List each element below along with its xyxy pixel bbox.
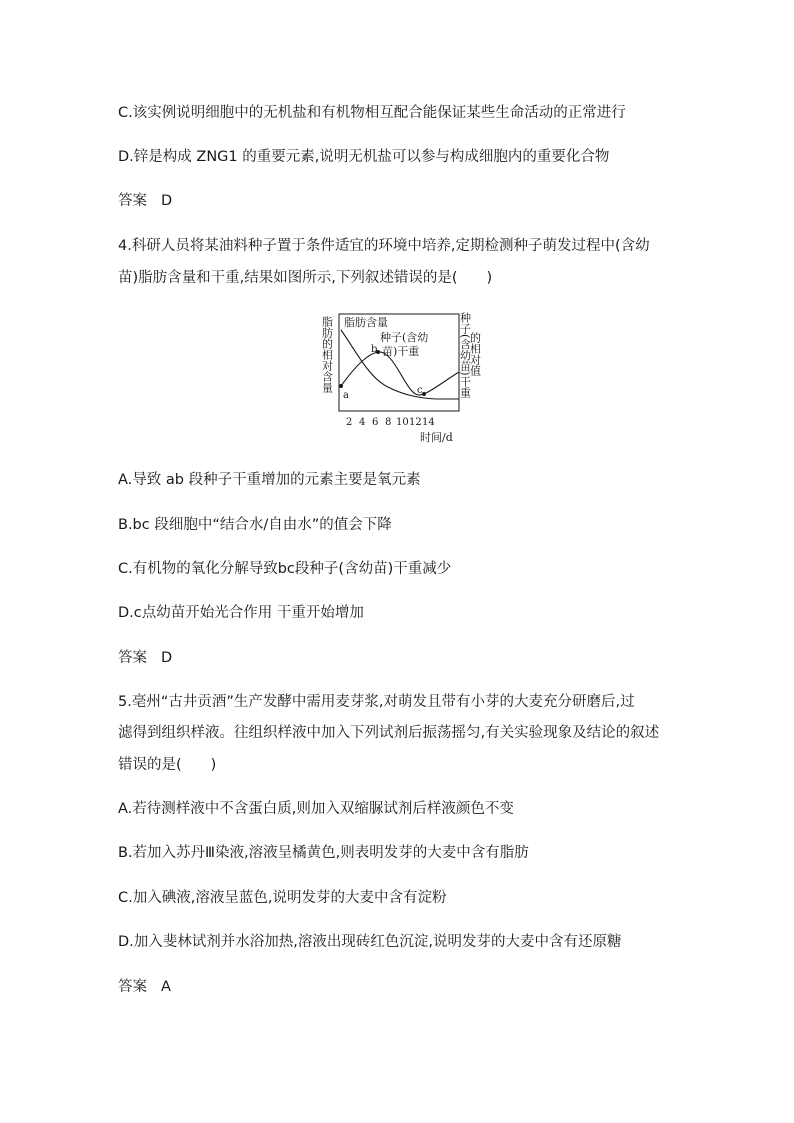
q4-option-d: D.c点幼苗开始光合作用 干重开始增加 [118,605,364,621]
q4-stem-line-2: 苗)脂肪含量和干重,结果如图所示,下列叙述错误的是( ) [118,270,493,286]
dry-label-1: 种子(含幼 [380,331,429,344]
answer-label: 答案 [118,193,147,209]
q4-figure [316,306,482,446]
q5-stem-line-3: 错误的是( ) [118,757,217,773]
point-a-marker [339,384,343,388]
q5-option-c: C.加入碘液,溶液呈蓝色,说明发芽的大麦中含有淀粉 [118,890,447,906]
point-c-label: c [417,385,423,396]
q5-stem-line-2: 滤得到组织样液。往组织样液中加入下列试剂后振荡摇匀,有关实验现象及结论的叙述 [118,725,660,741]
point-b-label: b [371,344,378,355]
q5-option-d: D.加入斐林试剂并水浴加热,溶液出现砖红色沉淀,说明发芽的大麦中含有还原糖 [118,934,622,950]
answer-value: D [161,193,173,209]
left-axis-label: 脂肪的相对含量 [320,316,334,393]
q5-option-b: B.若加入苏丹Ⅲ染液,溶液呈橘黄色,则表明发芽的大麦中含有脂肪 [118,845,529,861]
answer-label: 答案 [118,650,147,666]
x-tick-label: 8 [385,417,392,428]
q3-option-c: C.该实例说明细胞中的无机盐和有机物相互配合能保证某些生命活动的正常进行 [118,105,626,121]
x-tick-label: 6 [372,417,379,428]
q5-stem-line-1: 5.亳州“古井贡酒”生产发酵中需用麦芽浆,对萌发且带有小芽的大麦充分研磨后,过 [118,694,635,710]
x-tick-label: 4 [359,417,366,428]
x-tick-label: 2 [346,417,353,428]
q5-answer [118,977,171,997]
point-a-label: a [343,390,349,401]
x-tick-label: 14 [422,417,435,428]
q4-option-a: A.导致 ab 段种子干重增加的元素主要是氧元素 [118,472,421,488]
q4-stem-line-1: 4.科研人员将某油料种子置于条件适宜的环境中培养,定期检测种子萌发过程中(含幼 [118,238,650,254]
answer-label: 答案 [118,979,147,995]
q4-option-b: B.bc 段细胞中“结合水/自由水”的值会下降 [118,517,392,533]
q5-option-a: A.若待测样液中不含蛋白质,则加入双缩脲试剂后样液颜色不变 [118,801,514,817]
answer-value: D [161,650,173,666]
q3-answer [118,191,172,211]
dry-weight-curve [341,352,459,395]
answer-value: A [161,979,171,995]
x-axis-label: 时间/d [420,431,453,444]
q4-answer [118,648,172,668]
fat-label: 脂肪含量 [344,316,388,329]
x-tick-label: 10 [396,417,409,428]
x-tick-labels [346,417,435,428]
q4-option-c: C.有机物的氧化分解导致bc段种子(含幼苗)干重减少 [118,561,452,577]
right-axis-label-2: 的相对值 [468,332,482,376]
right-axis-label-1: 种子(含幼苗)干重 [458,312,472,398]
q3-option-d: D.锌是构成 ZNG1 的重要元素,说明无机盐可以参与构成细胞内的重要化合物 [118,149,610,165]
dry-label-2: 苗)干重 [382,345,420,358]
x-tick-label: 12 [409,417,422,428]
